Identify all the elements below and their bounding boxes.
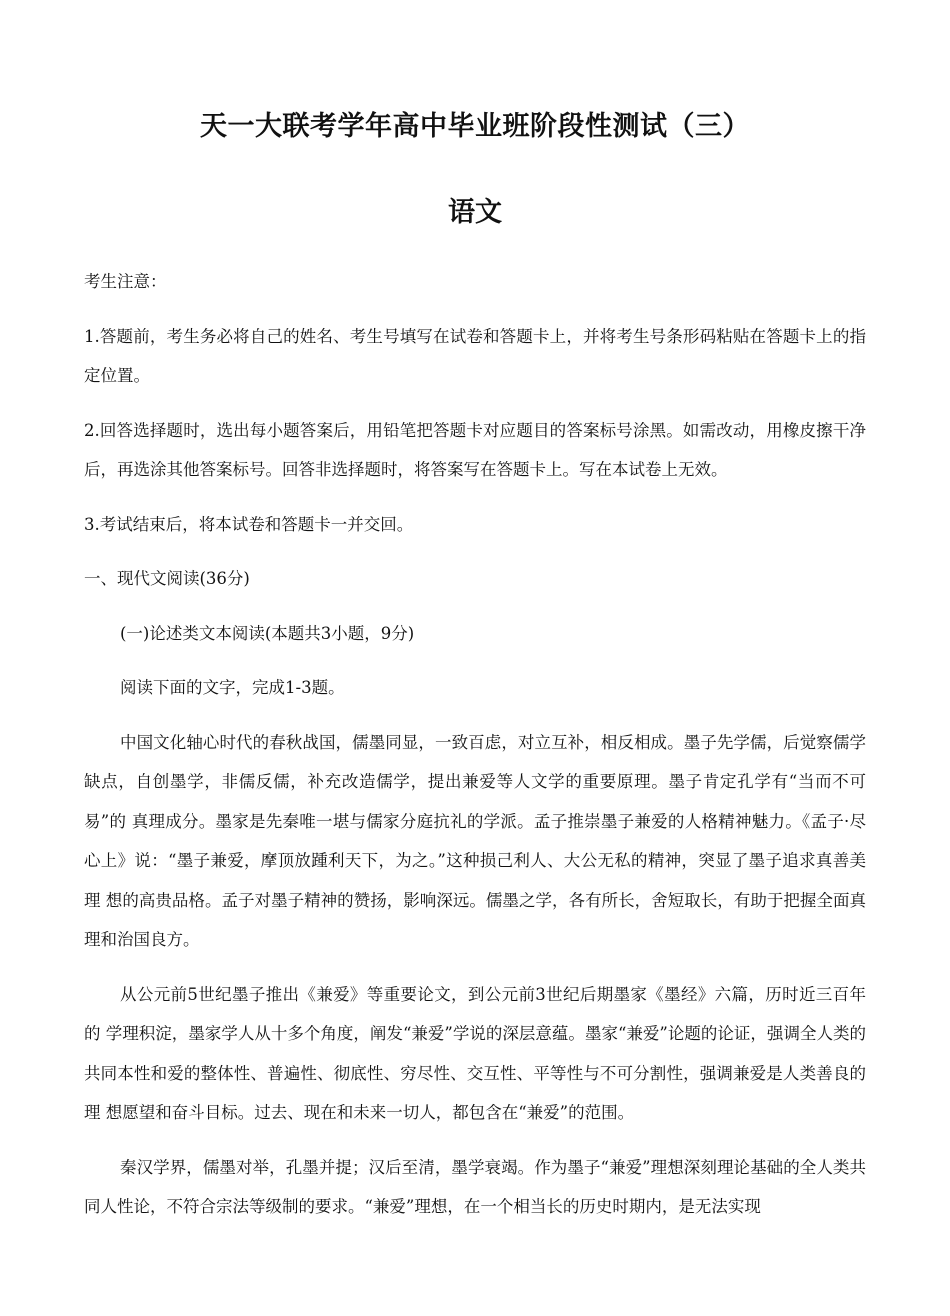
passage-paragraph-1: 中国文化轴心时代的春秋战国，儒墨同显，一致百虑，对立互补，相反相成。墨子先学儒，后觉察儒学缺点，自创墨学，非儒反儒，补充改造儒学，提出兼爱等人文学的重要原理。墨子肯定孔学有“当而不可易”的 真理成分。墨家是先秦唯一堪与儒家分庭抗礼的学派。孟子推崇墨子兼爱的人格精神魅力。《孟子·尽心上》说：“墨子兼爱，摩顶放踵利天下，为之。”这种损己利人、大公无私的精神，突显了墨子追求真善美理 想的高贵品格。孟子对墨子精神的赞扬，影响深远。儒墨之学，各有所长，舍短取长，有助于把握全面真理和治国良方。	[84, 732, 866, 949]
exam-title: 天一大联考学年高中毕业班阶段性测试（三）	[200, 111, 750, 142]
notice-heading: 考生注意：	[84, 272, 167, 291]
notice-item-1: 1.答题前，考生务必将自己的姓名、考生号填写在试卷和答题卡上，并将考生号条形码粘贴在答题卡上的指定位置。	[84, 326, 866, 385]
reading-instruction: 阅读下面的文字，完成1-3题。	[120, 678, 345, 697]
passage-paragraph-2: 从公元前5世纪墨子推出《兼爱》等重要论文，到公元前3世纪后期墨家《墨经》六篇，历时近三百年的 学理积淀，墨家学人从十多个角度，阐发“兼爱”学说的深层意蕴。墨家“兼爱”论题的论证，强调全人类的 共同本性和爱的整体性、普遍性、彻底性、穷尽性、交互性、平等性与不可分割性，强调兼爱是人类善良的理 想愿望和奋斗目标。过去、现在和未来一切人，都包含在“兼爱”的范围。	[84, 984, 866, 1122]
exam-content	[84, 262, 866, 1242]
notice-item-2: 2.回答选择题时，选出每小题答案后，用铅笔把答题卡对应题目的答案标号涂黑。如需改动，用橡皮擦干净后，再选涂其他答案标号。回答非选择题时，将答案写在答题卡上。写在本试卷上无效。	[84, 420, 866, 479]
subsection-heading: (一)论述类文本阅读(本题共3小题，9分)	[120, 623, 415, 643]
passage-paragraph-3: 秦汉学界，儒墨对举，孔墨并提；汉后至清，墨学衰竭。作为墨子“兼爱”理想深刻理论基础的全人类共同人性论，不符合宗法等级制的要求。“兼爱”理想，在一个相当长的历史时期内，是无法实现	[84, 1157, 866, 1216]
section-heading: 一、现代文阅读(36分)	[84, 569, 250, 588]
notice-item-3: 3.考试结束后，将本试卷和答题卡一并交回。	[84, 514, 414, 534]
subject-heading: 语文	[448, 197, 502, 228]
